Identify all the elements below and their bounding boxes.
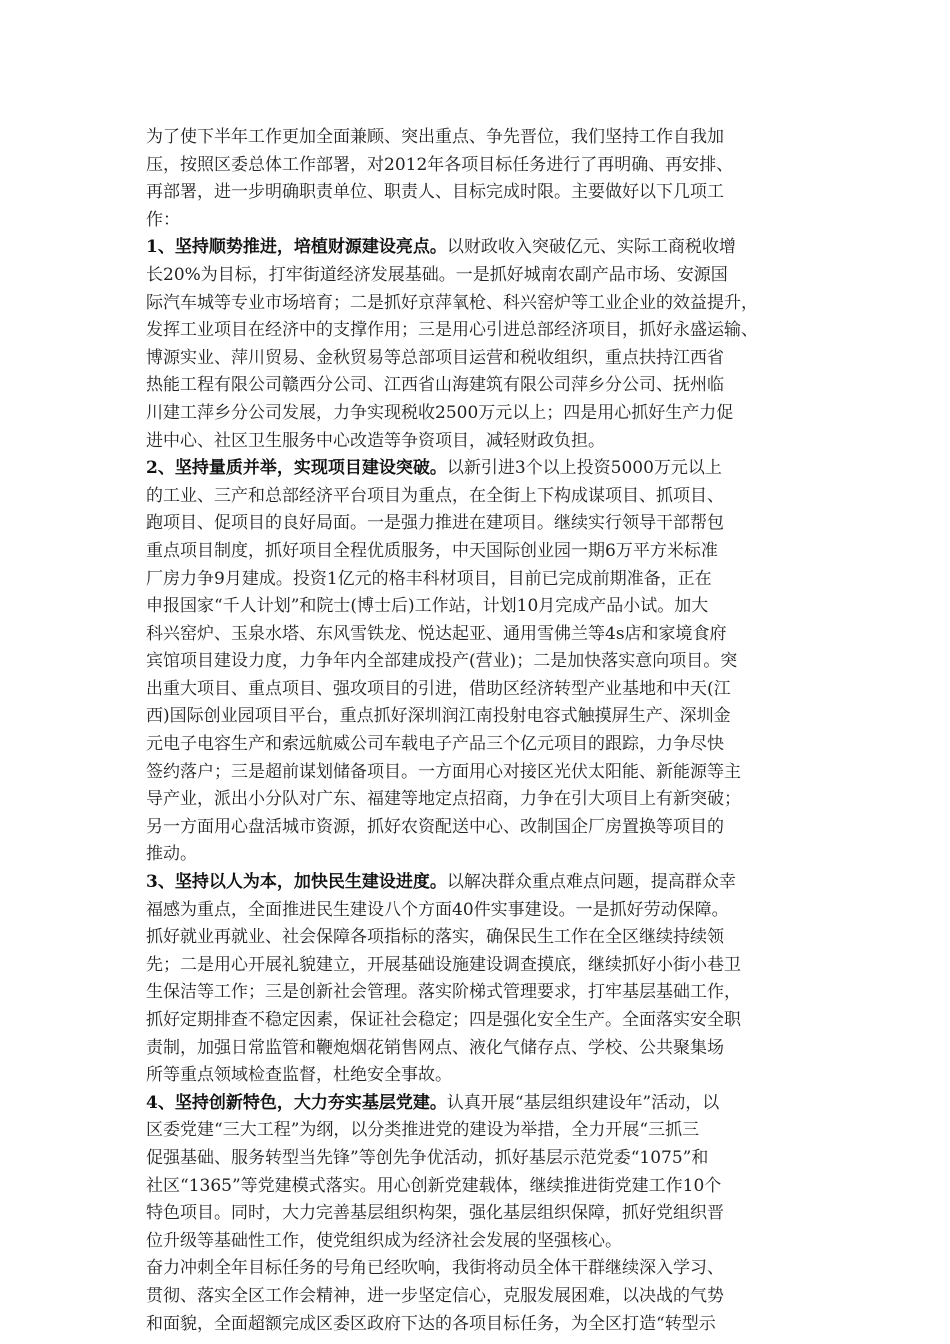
section-2-paragraph	[146, 455, 826, 869]
section-2-heading: 2、坚持量质并举，实现项目建设突破。	[146, 458, 447, 479]
intro-paragraph: 为了使下半年工作更加全面兼顾、突出重点、争先晋位，我们坚持工作自我加 压，按照区委总体工作部署，对2012年各项目标任务进行了再明确、再安排、 再部署，进一步明确职责单位、职责人、目标完成时限。主要做好以下几项工 作：	[146, 127, 734, 230]
section-3-paragraph	[146, 869, 826, 1090]
section-4-heading: 4、坚持创新特色，大力夯实基层党建。	[146, 1092, 447, 1113]
section-3-body: 以解决群众重点难点问题，提高群众幸 福感为重点，全面推进民生建设八个方面40件实事建设。一是抓好劳动保障。 抓好就业再就业、社会保障各项指标的落实，确保民生工作在全区继续持续领 先；二是用心开展礼貌建立，开展基础设施建设调查摸底，继续抓好小街小巷卫 生保洁等工作；三是创新社会管理。落实阶梯式管理要求，打牢基层基础工作， 抓好定期排查不稳定因素，保证社会稳定；四是强化安全生产。全面落实安全职 责制，加强日常监管和鞭炮烟花销售网点、液化气储存点、学校、公共聚集场 所等重点领域检查监督，杜绝安全事故。	[146, 872, 741, 1086]
section-2-body: 以新引进3个以上投资5000万元以上 的工业、三产和总部经济平台项目为重点，在全街上下构成谋项目、抓项目、 跑项目、促项目的良好局面。一是强力推进在建项目。继续实行领导干部帮包 重点项目制度，抓好项目全程优质服务，中天国际创业园一期6万平方米标准 厂房力争9月建成。投资1亿元的格丰科材项目，目前已完成前期准备，正在 申报国家“千人计划”和院士(博士后)工作站，计划10月完成产品小试。加大 科兴窑炉、玉泉水塔、东风雪铁龙、悦达起亚、通用雪佛兰等4s店和家境食府 宾馆项目建设力度，力争年内全部建成投产(营业)；二是加快落实意向项目。突 出重大项目、重点项目、强攻项目的引进，借助区经济转型产业基地和中天(江 西)国际创业园项目平台，重点抓好深圳润江南投射电容式触摸屏生产、深圳金 元电子电容生产和索远航威公司车载电子产品三个亿元项目的跟踪，力争尽快 签约落户；三是超前谋划储备项目。一方面用心对接区光伏太阳能、新能源等主 导产业，派出小分队对广东、福建等地定点招商，力争在引大项目上有新突破； 另一方面用心盘活城市资源，抓好农资配送中心、改制国企厂房置换等项目的 推动。	[146, 458, 741, 865]
section-3-heading: 3、坚持以人为本，加快民生建设进度。	[146, 872, 447, 893]
section-1-heading: 1、坚持顺势推进，培植财源建设亮点。	[146, 237, 447, 258]
closing-paragraph: 奋力冲刺全年目标任务的号角已经吹响，我街将动员全体干群继续深入学习、 贯彻、落实全区工作会精神，进一步坚定信心，克服发展困难，以决战的气势 和面貌，全面超额完成区委区政府下达的各项目标任务，为全区打造“转型示	[146, 1258, 724, 1334]
section-1-paragraph	[146, 234, 826, 455]
document-page	[146, 124, 826, 1338]
section-4-paragraph	[146, 1090, 826, 1256]
section-1-body: 以财政收入突破亿元、实际工商税收增 长20%为目标，打牢街道经济发展基础。一是抓好城南农副产品市场、安源国 际汽车城等专业市场培育；二是抓好京萍氧枪、科兴窑炉等工业企业的效益提升， 发挥工业项目在经济中的支撑作用；三是用心引进总部经济项目，抓好永盛运输、 博源实业、萍川贸易、金秋贸易等总部项目运营和税收组织，重点扶持江西省 热能工程有限公司赣西分公司、江西省山海建筑有限公司萍乡分公司、抚州临 川建工萍乡分公司发展，力争实现税收2500万元以上；四是用心抓好生产力促 进中心、社区卫生服务中心改造等争资项目，减轻财政负担。	[146, 237, 758, 451]
section-4-body: 认真开展“基层组织建设年”活动，以 区委党建“三大工程”为纲，以分类推进党的建设为举措，全力开展“三抓三 促强基础、服务转型当先锋”等创先争优活动，抓好基层示范党委“1075”和 社区“1365”等党建模式落实。用心创新党建载体，继续推进街党建工作10个 特色项目。同时，大力完善基层组织构架，强化基层组织保障，抓好党组织晋 位升级等基础性工作，使党组织成为经济社会发展的坚强核心。	[146, 1092, 724, 1251]
